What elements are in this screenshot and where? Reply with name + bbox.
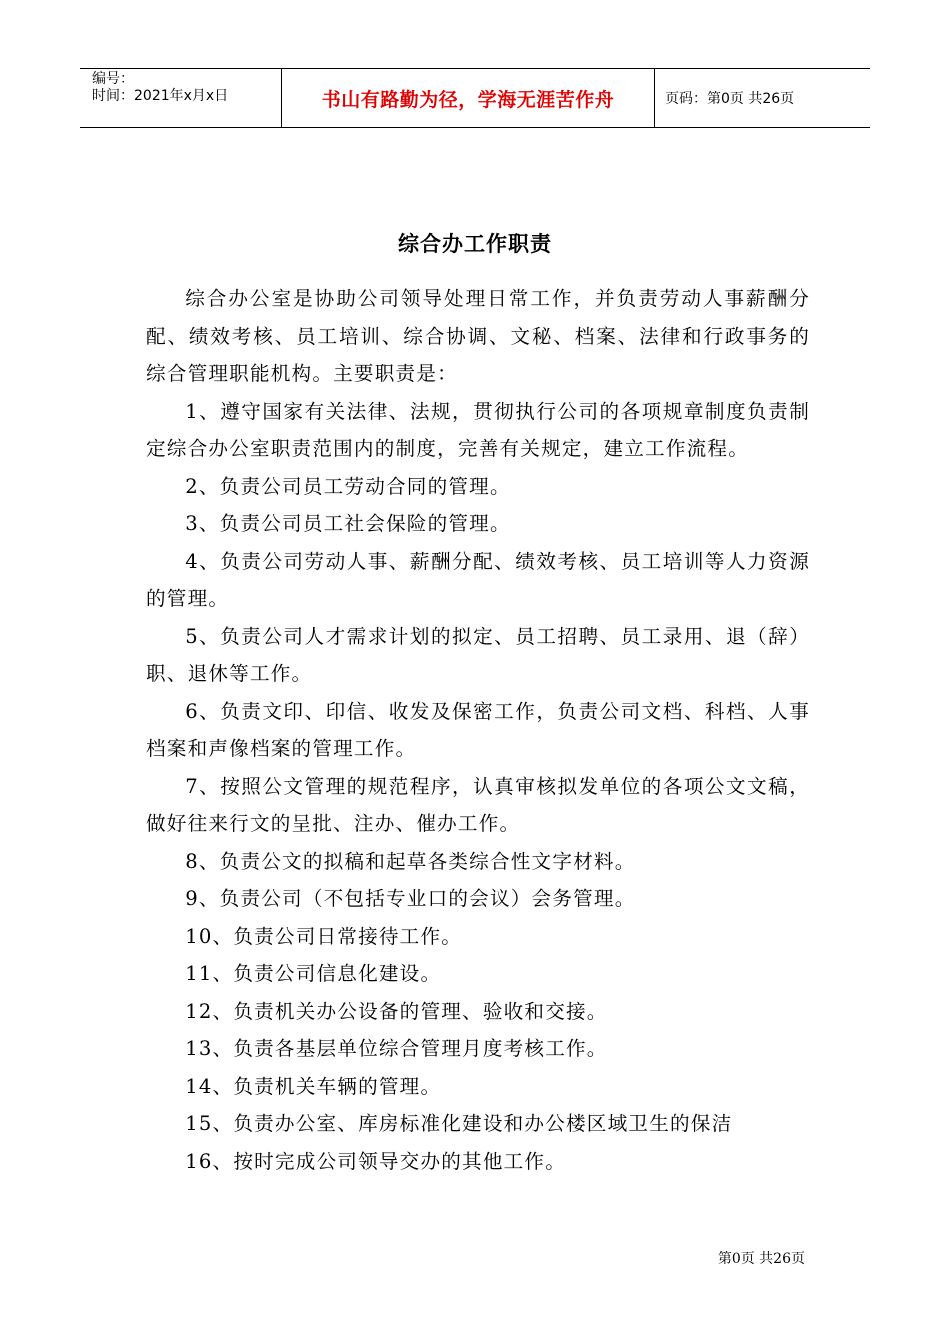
number-label: 编号： <box>92 71 134 87</box>
paragraph-item-5: 5、负责公司人才需求计划的拟定、员工招聘、员工录用、退（辞）职、退休等工作。 <box>146 624 810 685</box>
paragraph-item-10: 10、负责公司日常接待工作。 <box>185 924 463 948</box>
page-header <box>80 68 870 128</box>
paragraph-item-13: 13、负责各基层单位综合管理月度考核工作。 <box>185 1037 608 1060</box>
paragraph-item-4: 4、负责公司劳动人事、薪酬分配、绩效考核、员工培训等人力资源的管理。 <box>146 549 810 610</box>
time-label: 时间：2021年x月x日 <box>92 88 229 104</box>
paragraph-item-15: 15、负责办公室、库房标准化建设和办公楼区域卫生的保洁 <box>185 1112 733 1135</box>
document-title: 综合办工作职责 <box>398 232 552 256</box>
header-page-info: 页码：第0页 共26页 <box>665 91 795 107</box>
paragraph-item-7: 7、按照公文管理的规范程序，认真审核拟发单位的各项公文文稿，做好往来行文的呈批、注办、催办工作。 <box>146 774 810 835</box>
paragraph-item-8: 8、负责公文的拟稿和起草各类综合性文字材料。 <box>185 849 636 873</box>
paragraph-item-12: 12、负责机关办公设备的管理、验收和交接。 <box>185 999 608 1023</box>
paragraph-item-2: 2、负责公司员工劳动合同的管理。 <box>185 474 511 498</box>
paragraph-item-14: 14、负责机关车辆的管理。 <box>185 1074 442 1098</box>
paragraph-item-1: 1、遵守国家有关法律、法规，贯彻执行公司的各项规章制度负责制定综合办公室职责范围内的制度，完善有关规定，建立工作流程。 <box>146 399 810 460</box>
header-meta <box>80 69 282 127</box>
paragraph-item-16: 16、按时完成公司领导交办的其他工作。 <box>185 1149 567 1173</box>
paragraph-item-11: 11、负责公司信息化建设。 <box>185 962 442 985</box>
document-body <box>146 280 810 1180</box>
paragraph-intro: 综合办公室是协助公司领导处理日常工作，并负责劳动人事薪酬分配、绩效考核、员工培训、综合协调、文秘、档案、法律和行政事务的综合管理职能机构。主要职责是： <box>146 287 810 385</box>
paragraph-item-3: 3、负责公司员工社会保险的管理。 <box>185 512 511 535</box>
paragraph-item-6: 6、负责文印、印信、收发及保密工作，负责公司文档、科档、人事档案和声像档案的管理工作。 <box>146 699 810 760</box>
header-motto: 书山有路勤为径，学海无涯苦作舟 <box>282 69 655 127</box>
page-footer: 第0页 共26页 <box>717 1251 805 1267</box>
paragraph-item-9: 9、负责公司（不包括专业口的会议）会务管理。 <box>185 887 636 910</box>
